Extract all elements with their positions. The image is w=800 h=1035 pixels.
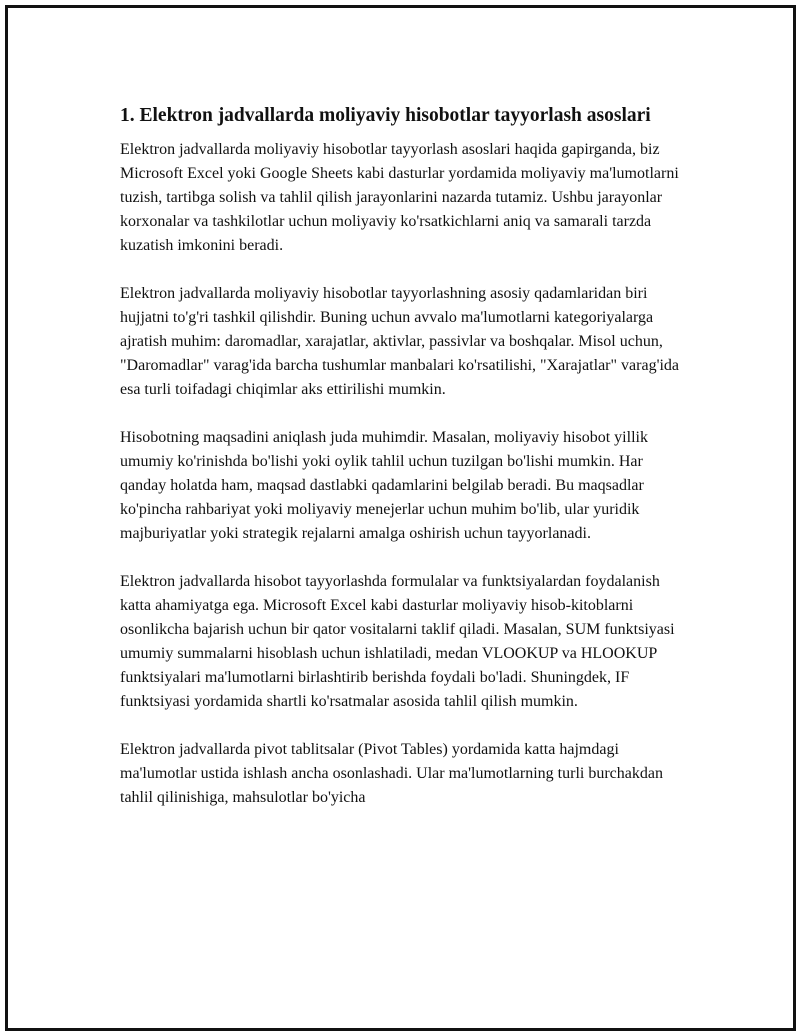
section-heading: 1. Elektron jadvallarda moliyaviy hisobotlar tayyorlash asoslari	[120, 105, 651, 126]
paragraph-4: Elektron jadvallarda hisobot tayyorlashda formulalar va funktsiyalardan foydalanish katta ahamiyatga ega. Microsoft Excel kabi dasturlar moliyaviy hisob-kitoblarni osonlikcha bajarish uchun bir qator vositalarni taklif qiladi. Masalan, SUM funktsiyasi umumiy summalarni hisoblash uchun ishlatiladi, medan VLOOKUP va HLOOKUP funktsiyalari ma'lumotlarni birlashtirib berishda foydali bo'ladi. Shuningdek, IF funktsiyasi yordamida shartli ko'rsatmalar asosida tahlil qilish mumkin.	[120, 573, 675, 710]
paragraph-5: Elektron jadvallarda pivot tablitsalar (Pivot Tables) yordamida katta hajmdagi ma'lumotlar ustida ishlash ancha osonlashadi. Ular ma'lumotlarning turli burchakdan tahlil qilinishiga, mahsulotlar bo'yicha	[120, 741, 663, 806]
document-body	[120, 102, 692, 834]
paragraph-3: Hisobotning maqsadini aniqlash juda muhimdir. Masalan, moliyaviy hisobot yillik umumiy ko'rinishda bo'lishi yoki oylik tahlil uchun tuzilgan bo'lishi mumkin. Har qanday holatda ham, maqsad dastlabki qadamlarini belgilab beradi. Bu maqsadlar ko'pincha rahbariyat yoki moliyaviy menejerlar uchun muhim bo'lib, ular yuridik majburiyatlar yoki strategik rejalarni amalga oshirish uchun tayyorlanadi.	[120, 429, 648, 542]
paragraph-2: Elektron jadvallarda moliyaviy hisobotlar tayyorlashning asosiy qadamlaridan biri hujjatni to'g'ri tashkil qilishdir. Buning uchun avvalo ma'lumotlarni kategoriyalarga ajratish muhim: daromadlar, xarajatlar, aktivlar, passivlar va boshqalar. Misol uchun, "Daromadlar" varag'ida barcha tushumlar manbalari ko'rsatilishi, "Xarajatlar" varag'ida esa turli toifadagi chiqimlar aks ettirilishi mumkin.	[120, 285, 679, 398]
paragraph-1: Elektron jadvallarda moliyaviy hisobotlar tayyorlash asoslari haqida gapirganda, biz Microsoft Excel yoki Google Sheets kabi dasturlar yordamida moliyaviy ma'lumotlarni tuzish, tartibga solish va tahlil qilish jarayonlarini nazarda tutamiz. Ushbu jarayonlar korxonalar va tashkilotlar uchun moliyaviy ko'rsatkichlarni aniq va samarali tarzda kuzatish imkonini beradi.	[120, 141, 679, 254]
document-page	[5, 5, 796, 1031]
